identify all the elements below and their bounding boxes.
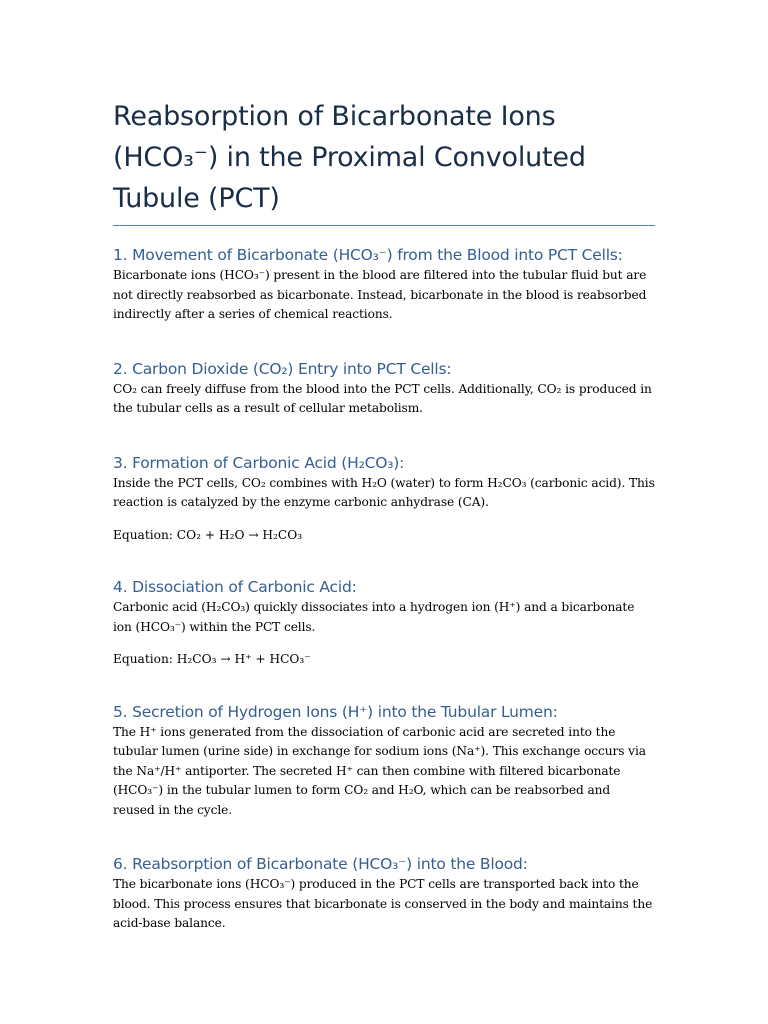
section-movement-of-bicarbonate [113, 244, 655, 325]
section-secretion-of-hydrogen-ions [113, 701, 655, 821]
section-paragraph: The H⁺ ions generated from the dissociation of carbonic acid are secreted into the tubular lumen (urine side) in exchange for sodium ions (Na⁺). This exchange occurs via the Na⁺/H⁺ antiporter. The secreted H⁺ can then combine with filtered bicarbonate (HCO₃⁻) in the tubular lumen to form CO₂ and H₂O, which can be reabsorbed and reused in the cycle. [113, 724, 646, 817]
section-paragraph: Carbonic acid (H₂CO₃) quickly dissociates into a hydrogen ion (H⁺) and a bicarbonate ion (HCO₃⁻) within the PCT cells. [113, 600, 635, 634]
section-heading: 5. Secretion of Hydrogen Ions (H⁺) into the Tubular Lumen: [113, 702, 558, 721]
section-equation: Equation: H₂CO₃ → H⁺ + HCO₃⁻ [113, 652, 311, 666]
section-heading: 2. Carbon Dioxide (CO₂) Entry into PCT Cells: [113, 359, 452, 378]
section-paragraph: CO₂ can freely diffuse from the blood into the PCT cells. Additionally, CO₂ is produced in the tubular cells as a result of cellular metabolism. [113, 381, 652, 415]
section-heading: 4. Dissociation of Carbonic Acid: [113, 578, 357, 596]
section-paragraph: The bicarbonate ions (HCO₃⁻) produced in the PCT cells are transported back into the blood. This process ensures that bicarbonate is conserved in the body and maintains the acid-base balance. [113, 877, 653, 930]
section-equation: Equation: CO₂ + H₂O → H₂CO₃ [113, 527, 303, 542]
section-formation-of-carbonic-acid [113, 452, 655, 546]
title-underline [113, 225, 655, 226]
section-paragraph: Bicarbonate ions (HCO₃⁻) present in the blood are filtered into the tubular fluid but are not directly reabsorbed as bicarbonate. Instead, bicarbonate in the blood is reabsorbed indirectly after a series of chemical reactions. [113, 268, 647, 321]
section-carbon-dioxide-entry [113, 358, 655, 419]
section-heading: 6. Reabsorption of Bicarbonate (HCO₃⁻) into the Blood: [113, 855, 528, 873]
section-heading: 3. Formation of Carbonic Acid (H₂CO₃): [113, 453, 405, 472]
section-paragraph: Inside the PCT cells, CO₂ combines with H₂O (water) to form H₂CO₃ (carbonic acid). This reaction is catalyzed by the enzyme carbonic anhydrase (CA). [113, 475, 655, 509]
document-title: Reabsorption of Bicarbonate Ions (HCO₃⁻) in the Proximal Convoluted Tubule (PCT) [113, 101, 586, 214]
document-body [113, 96, 655, 934]
section-reabsorption-of-bicarbonate [113, 853, 655, 934]
section-heading: 1. Movement of Bicarbonate (HCO₃⁻) from the Blood into PCT Cells: [113, 246, 623, 264]
section-dissociation-of-carbonic-acid [113, 576, 655, 670]
